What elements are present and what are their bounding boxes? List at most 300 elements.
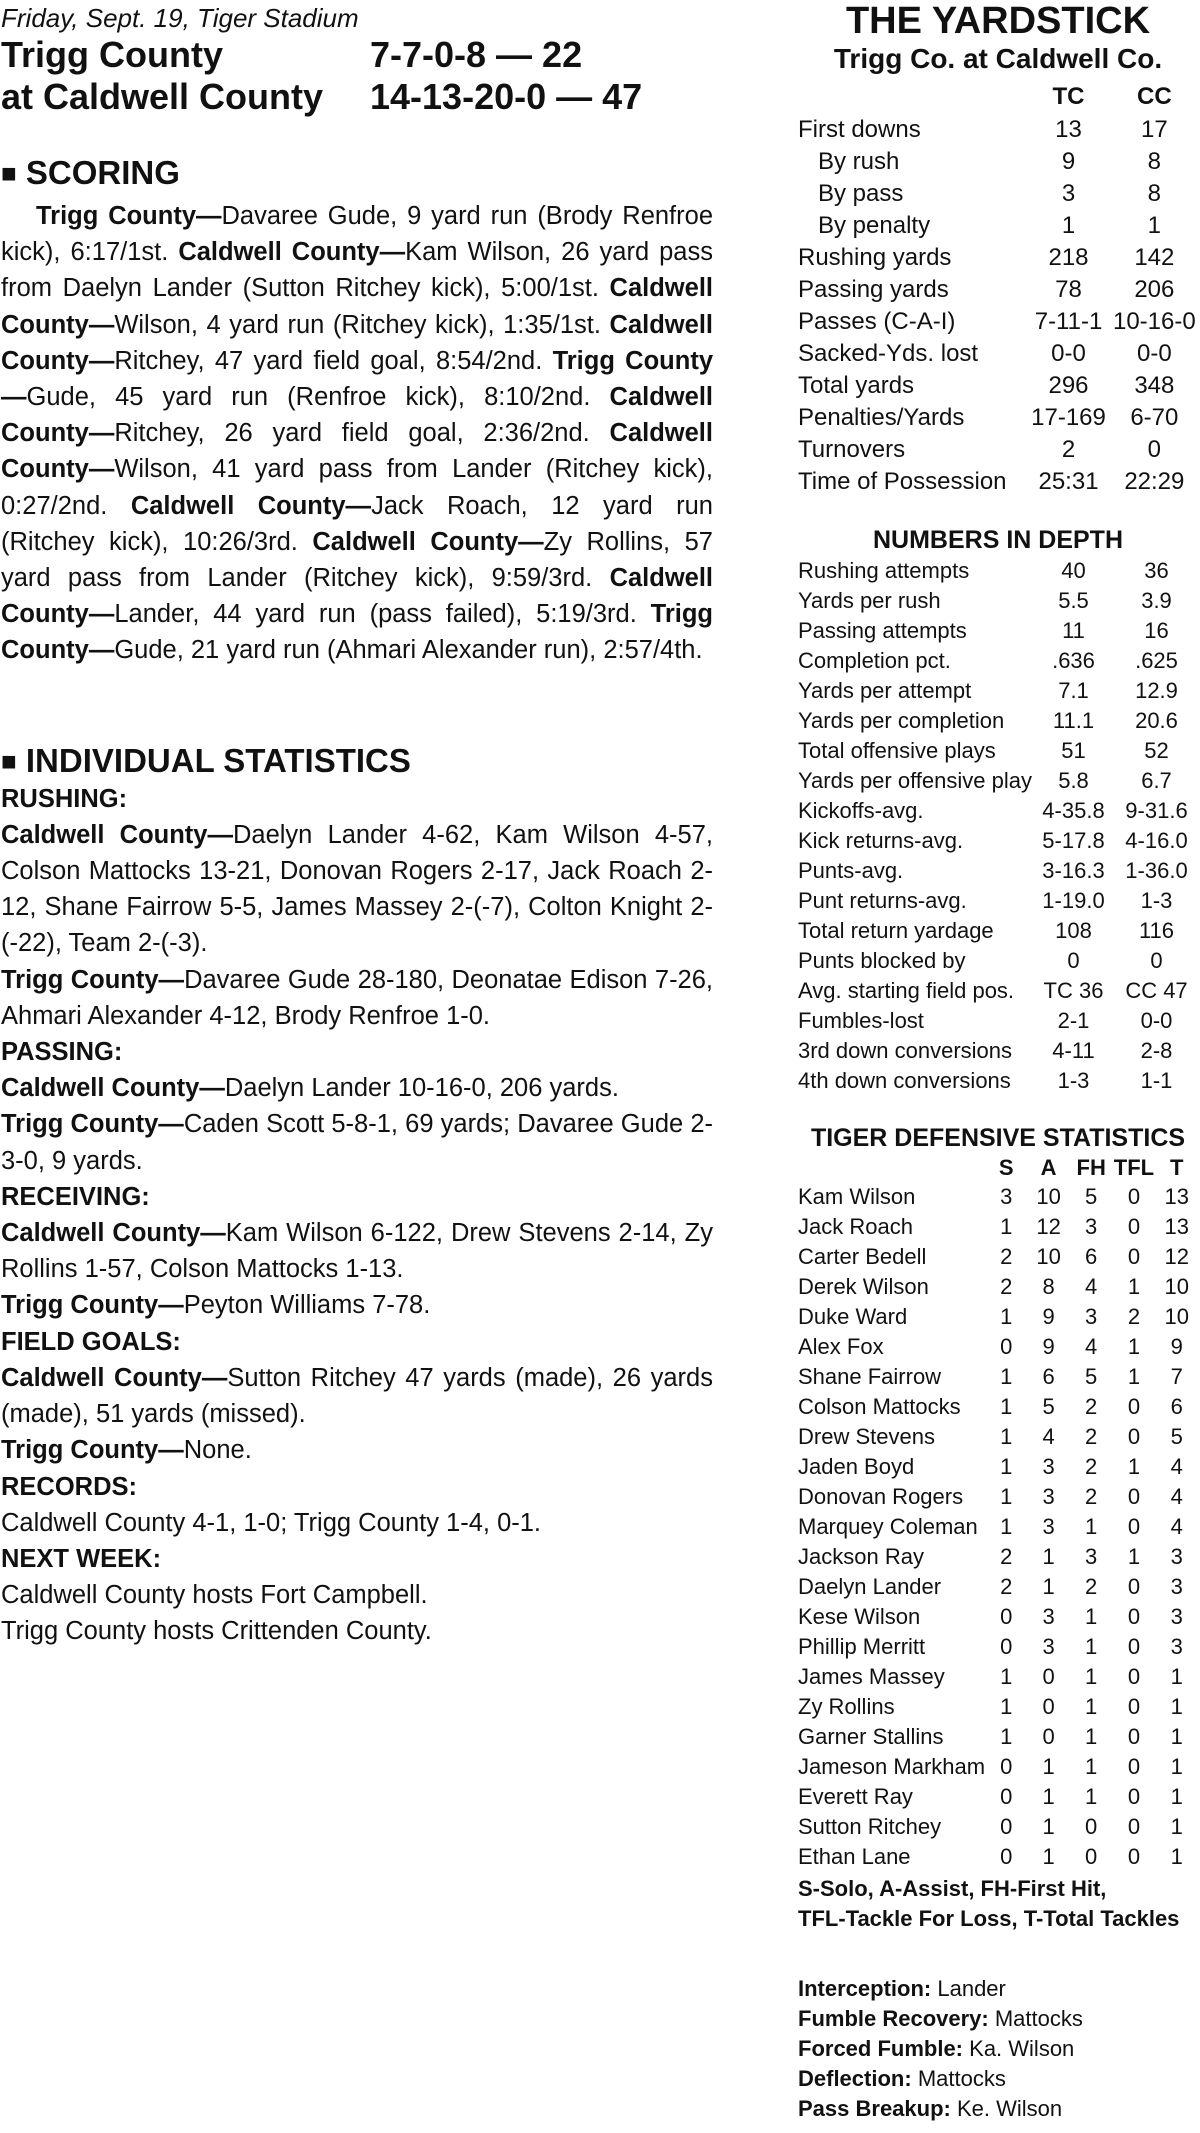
scoring-play-text: Jack Roach, 12 yard run (Ritchey kick), 10:26/3rd. xyxy=(1,491,713,556)
tc-value: 2 xyxy=(1061,436,1076,463)
stat-label: First downs xyxy=(798,116,921,143)
stat-label: By pass xyxy=(818,180,904,207)
stat-a: 1 xyxy=(1042,1814,1055,1839)
stat-label: Total yards xyxy=(798,372,915,399)
stat-t: 1 xyxy=(1170,1844,1183,1869)
stat-label: Rushing attempts xyxy=(798,558,970,583)
stat-label: Rushing yards xyxy=(798,244,952,271)
defense-player-row xyxy=(798,1602,1198,1632)
header-tc: TC xyxy=(1052,83,1085,110)
defense-note xyxy=(798,1974,1198,2004)
stat-fh: 1 xyxy=(1085,1634,1098,1659)
stat-t: 6 xyxy=(1170,1394,1183,1419)
stat-s: 0 xyxy=(1000,1784,1013,1809)
player-name: Zy Rollins xyxy=(798,1694,895,1719)
tc-value: 3-16.3 xyxy=(1042,858,1105,883)
stat-s: 2 xyxy=(1000,1274,1013,1299)
scoring-play-text: Ritchey, 26 yard field goal, 2:36/2nd. xyxy=(114,419,590,448)
cc-value: 36 xyxy=(1144,558,1169,583)
tc-value: 0-0 xyxy=(1051,340,1086,367)
individual-stats-heading: ■ INDIVIDUAL STATISTICS xyxy=(1,741,411,779)
player-name: James Massey xyxy=(798,1664,945,1689)
note-value: Mattocks xyxy=(917,2066,1006,2091)
scoring-team: Caldwell County— xyxy=(1,419,713,484)
stat-a: 1 xyxy=(1042,1754,1055,1779)
yardstick-row xyxy=(798,306,1198,338)
stat-fh: 3 xyxy=(1085,1214,1098,1239)
defense-player-row xyxy=(798,1302,1198,1332)
stat-entry: Trigg County—Peyton Williams 7-78. xyxy=(1,1291,431,1320)
tc-value: 40 xyxy=(1061,558,1086,583)
tc-value: 5.8 xyxy=(1058,768,1089,793)
cc-value: 0-0 xyxy=(1140,1008,1173,1033)
depth-row xyxy=(798,1066,1198,1096)
yardstick-row xyxy=(798,242,1198,274)
depth-row xyxy=(798,886,1198,916)
defense-player-row xyxy=(798,1272,1198,1302)
tc-value: 1 xyxy=(1061,212,1076,239)
stat-t: 12 xyxy=(1164,1244,1189,1269)
stat-label: Passes (C-A-I) xyxy=(798,308,956,335)
player-name: Daelyn Lander xyxy=(798,1574,942,1599)
tc-value: TC 36 xyxy=(1043,978,1104,1003)
stat-fh: 5 xyxy=(1085,1364,1098,1389)
stat-a: 1 xyxy=(1042,1574,1055,1599)
scoring-play-text: Wilson, 4 yard run (Ritchey kick), 1:35/1st. xyxy=(114,310,601,339)
stat-a: 3 xyxy=(1042,1634,1055,1659)
legend-line: TFL-Tackle For Loss, T-Total Tackles xyxy=(798,1906,1180,1931)
stat-fh: 2 xyxy=(1085,1424,1098,1449)
defense-player-row xyxy=(798,1842,1198,1872)
cc-value: 3.9 xyxy=(1141,588,1172,613)
stat-a: 3 xyxy=(1042,1454,1055,1479)
stat-entry: Trigg County—None. xyxy=(1,1436,252,1465)
depth-row xyxy=(798,736,1198,766)
numbers-in-depth-table xyxy=(798,556,1198,1096)
stat-a: 1 xyxy=(1042,1544,1055,1569)
stat-s: 1 xyxy=(1000,1394,1013,1419)
stat-label: Time of Possession xyxy=(798,468,1007,495)
stat-t: 9 xyxy=(1170,1334,1183,1359)
stat-a: 6 xyxy=(1042,1364,1055,1389)
individual-stats xyxy=(1,781,713,1650)
defense-player-row xyxy=(798,1662,1198,1692)
tc-value: 4-11 xyxy=(1052,1038,1095,1063)
defense-player-row xyxy=(798,1332,1198,1362)
stat-tfl: 0 xyxy=(1127,1244,1141,1269)
stat-t: 3 xyxy=(1170,1574,1183,1599)
stat-s: 2 xyxy=(1000,1244,1013,1269)
player-name: Duke Ward xyxy=(798,1304,908,1329)
player-name: Carter Bedell xyxy=(798,1244,927,1269)
defense-note xyxy=(798,2004,1198,2034)
stat-fh: 5 xyxy=(1085,1184,1098,1209)
cc-value: 8 xyxy=(1147,180,1162,207)
header-cc: CC xyxy=(1137,83,1172,110)
depth-row xyxy=(798,856,1198,886)
yardstick-column xyxy=(798,0,1198,2124)
depth-row xyxy=(798,706,1198,736)
stat-s: 1 xyxy=(1000,1694,1013,1719)
cc-value: 4-16.0 xyxy=(1125,828,1188,853)
yardstick-subtitle: Trigg Co. at Caldwell Co. xyxy=(833,43,1163,74)
stat-entry: Caldwell County—Daelyn Lander 4-62, Kam Wilson 4-57, Colson Mattocks 13-21, Donovan Rogers 2-17, Jack Roach 2-12, Shane Fairrow 5-5, James Massey 2-(-7), Colton Knight 2-(-22), Team 2-(-3). xyxy=(1,820,713,958)
stat-entry: Trigg County—Davaree Gude 28-180, Deonatae Edison 7-26, Ahmari Alexander 4-12, Brody Renfroe 1-0. xyxy=(1,965,714,1030)
header-solo: S xyxy=(998,1155,1014,1180)
records-label: RECORDS: xyxy=(1,1472,138,1501)
player-name: Garner Stallins xyxy=(798,1724,944,1749)
tc-value: 11 xyxy=(1062,618,1085,643)
stat-s: 1 xyxy=(1000,1424,1013,1449)
scoring-play-text: Davaree Gude, 9 yard run (Brody Renfroe kick), 6:17/1st. xyxy=(1,202,714,267)
stat-tfl: 1 xyxy=(1127,1364,1141,1389)
scoring-team: Trigg County— xyxy=(36,202,222,230)
yardstick-table xyxy=(798,80,1198,498)
stat-label: Punt returns-avg. xyxy=(798,888,967,913)
player-name: Alex Fox xyxy=(798,1334,884,1359)
receiving-label: RECEIVING: xyxy=(1,1182,150,1211)
stat-a: 5 xyxy=(1042,1394,1055,1419)
passing-label: PASSING: xyxy=(1,1038,123,1067)
stat-t: 1 xyxy=(1170,1724,1183,1749)
stat-s: 1 xyxy=(1000,1214,1013,1239)
scoring-play-text: Wilson, 41 yard pass from Lander (Ritchey kick), 0:27/2nd. xyxy=(1,455,713,520)
next-week-item: Trigg County hosts Crittenden County. xyxy=(1,1617,432,1646)
cc-value: 0 xyxy=(1150,948,1163,973)
player-name: Donovan Rogers xyxy=(798,1484,964,1509)
depth-row xyxy=(798,1006,1198,1036)
square-bullet-icon: ■ xyxy=(1,745,17,776)
tc-value: 1-3 xyxy=(1057,1068,1090,1093)
player-name: Jackson Ray xyxy=(798,1544,924,1569)
stat-a: 12 xyxy=(1036,1214,1061,1239)
tc-value: 51 xyxy=(1061,738,1086,763)
cc-value: 6.7 xyxy=(1141,768,1172,793)
stat-a: 8 xyxy=(1042,1274,1055,1299)
stat-s: 1 xyxy=(1000,1454,1013,1479)
note-value: Ke. Wilson xyxy=(956,2096,1063,2121)
defense-player-row xyxy=(798,1782,1198,1812)
stat-tfl: 0 xyxy=(1127,1514,1141,1539)
stat-t: 13 xyxy=(1164,1214,1189,1239)
stat-t: 3 xyxy=(1170,1604,1183,1629)
stat-fh: 1 xyxy=(1085,1724,1098,1749)
cc-value: 22:29 xyxy=(1124,468,1185,495)
depth-row xyxy=(798,556,1198,586)
cc-value: 1 xyxy=(1147,212,1162,239)
stat-label: Penalties/Yards xyxy=(798,404,965,431)
stat-fh: 1 xyxy=(1085,1664,1098,1689)
header-tfl: TFL xyxy=(1113,1155,1155,1180)
stat-s: 0 xyxy=(1000,1754,1013,1779)
defense-player-row xyxy=(798,1362,1198,1392)
note-value: Lander xyxy=(937,1976,1006,2001)
stat-t: 13 xyxy=(1164,1184,1189,1209)
square-bullet-icon: ■ xyxy=(1,158,17,188)
player-name: Sutton Ritchey xyxy=(798,1814,942,1839)
stat-s: 0 xyxy=(1000,1844,1013,1869)
stat-label: Yards per rush xyxy=(798,588,941,613)
stat-tfl: 0 xyxy=(1127,1394,1141,1419)
defense-player-row xyxy=(798,1632,1198,1662)
stat-fh: 4 xyxy=(1085,1274,1098,1299)
scoring-team: Caldwell County— xyxy=(178,238,406,267)
stat-s: 1 xyxy=(1000,1304,1013,1329)
stat-tfl: 0 xyxy=(1127,1634,1141,1659)
depth-row xyxy=(798,586,1198,616)
depth-row xyxy=(798,946,1198,976)
stat-tfl: 0 xyxy=(1127,1814,1141,1839)
scoring-play-text: Zy Rollins, 57 yard pass from Lander (Ritchey kick), 9:59/3rd. xyxy=(1,527,713,593)
tc-value: 7-11-1 xyxy=(1034,308,1103,335)
yardstick-row xyxy=(798,466,1198,498)
stat-t: 1 xyxy=(1170,1694,1183,1719)
stat-s: 0 xyxy=(1000,1814,1013,1839)
player-name: Ethan Lane xyxy=(798,1844,911,1869)
scoring-team: Trigg County— xyxy=(1,346,713,412)
dateline: Friday, Sept. 19, Tiger Stadium xyxy=(1,3,359,33)
scoring-team: Caldwell County— xyxy=(1,310,713,375)
yardstick-row xyxy=(798,402,1198,434)
stat-entry: Caldwell County—Kam Wilson 6-122, Drew Stevens 2-14, Zy Rollins 1-57, Colson Mattocks 1-13. xyxy=(1,1219,713,1284)
cc-value: 0-0 xyxy=(1137,340,1172,367)
stat-fh: 3 xyxy=(1085,1544,1098,1569)
stat-t: 4 xyxy=(1170,1454,1183,1479)
stat-fh: 6 xyxy=(1085,1244,1098,1269)
stat-a: 0 xyxy=(1042,1664,1055,1689)
stat-fh: 1 xyxy=(1085,1514,1098,1539)
stat-fh: 3 xyxy=(1085,1304,1098,1329)
stat-a: 0 xyxy=(1042,1694,1055,1719)
player-name: Jameson Markham xyxy=(798,1754,986,1779)
linescore-visitor xyxy=(1,34,713,76)
stat-s: 0 xyxy=(1000,1604,1013,1629)
tc-value: 108 xyxy=(1055,918,1092,943)
scoring-play-text: Gude, 21 yard run (Ahmari Alexander run), 2:57/4th. xyxy=(114,636,703,665)
stat-a: 9 xyxy=(1042,1334,1055,1359)
tc-value: 7.1 xyxy=(1058,678,1089,703)
stat-label: Yards per attempt xyxy=(798,678,972,703)
cc-value: 116 xyxy=(1138,918,1175,943)
tc-value: .636 xyxy=(1052,648,1095,673)
stat-entry: Caldwell County—Daelyn Lander 10-16-0, 206 yards. xyxy=(1,1074,619,1103)
defense-player-row xyxy=(798,1212,1198,1242)
cc-value: 10-16-0 xyxy=(1112,308,1196,335)
cc-value: 20.6 xyxy=(1135,708,1178,733)
yardstick-row xyxy=(798,178,1198,210)
defensive-stats-table xyxy=(798,1154,1198,1872)
defense-player-row xyxy=(798,1242,1198,1272)
stat-s: 1 xyxy=(1000,1364,1013,1389)
defense-player-row xyxy=(798,1722,1198,1752)
note-label: Fumble Recovery: xyxy=(798,2006,989,2031)
tc-value: 296 xyxy=(1048,372,1089,399)
stat-fh: 2 xyxy=(1085,1484,1098,1509)
stat-label: Total offensive plays xyxy=(798,738,996,763)
defense-player-row xyxy=(798,1452,1198,1482)
defense-player-row xyxy=(798,1542,1198,1572)
stat-label: Avg. starting field pos. xyxy=(798,978,1015,1003)
stat-tfl: 2 xyxy=(1127,1304,1141,1329)
depth-row xyxy=(798,796,1198,826)
stat-s: 2 xyxy=(1000,1544,1013,1569)
stat-fh: 1 xyxy=(1085,1784,1098,1809)
cc-value: 52 xyxy=(1144,738,1169,763)
stat-s: 2 xyxy=(1000,1574,1013,1599)
stat-tfl: 1 xyxy=(1127,1274,1141,1299)
stat-label: By penalty xyxy=(818,212,931,239)
yardstick-row xyxy=(798,370,1198,402)
stat-label: Total return yardage xyxy=(798,918,994,943)
cc-value: 1-3 xyxy=(1140,888,1173,913)
header-blank xyxy=(798,1154,985,1182)
yardstick-row xyxy=(798,114,1198,146)
note-label: Interception: xyxy=(798,1976,932,2001)
stat-label: 4th down conversions xyxy=(798,1068,1011,1093)
stat-label: Yards per offensive play xyxy=(798,768,1032,793)
player-name: Colson Mattocks xyxy=(798,1394,961,1419)
stat-tfl: 0 xyxy=(1127,1664,1141,1689)
stat-tfl: 0 xyxy=(1127,1784,1141,1809)
stat-t: 7 xyxy=(1170,1364,1183,1389)
tc-value: 218 xyxy=(1048,244,1089,271)
player-name: Jack Roach xyxy=(798,1214,913,1239)
stat-tfl: 0 xyxy=(1127,1604,1141,1629)
stat-fh: 4 xyxy=(1085,1334,1098,1359)
player-name: Kam Wilson xyxy=(798,1184,916,1209)
tc-value: 0 xyxy=(1067,948,1080,973)
defensive-stats-title: TIGER DEFENSIVE STATISTICS xyxy=(810,1124,1186,1152)
stat-label: Punts-avg. xyxy=(798,858,904,883)
cc-value: 9-31.6 xyxy=(1125,798,1188,823)
cc-value: 348 xyxy=(1134,372,1175,399)
player-name: Phillip Merritt xyxy=(798,1634,926,1659)
scoring-team: Caldwell County— xyxy=(1,564,714,629)
tc-value: 9 xyxy=(1061,148,1076,175)
home-quarter-scores: 14-13-20-0 — 47 xyxy=(370,76,643,117)
tc-value: 5.5 xyxy=(1058,588,1089,613)
stat-a: 0 xyxy=(1042,1724,1055,1749)
note-label: Forced Fumble: xyxy=(798,2036,964,2061)
stat-s: 1 xyxy=(1000,1664,1013,1689)
stat-t: 10 xyxy=(1164,1274,1189,1299)
stat-label: 3rd down conversions xyxy=(798,1038,1013,1063)
yardstick-row xyxy=(798,146,1198,178)
stat-label: By rush xyxy=(818,148,900,175)
stat-s: 1 xyxy=(1000,1484,1013,1509)
yardstick-row xyxy=(798,434,1198,466)
scoring-play-text: Ritchey, 47 yard field goal, 8:54/2nd. xyxy=(114,346,543,375)
cc-value: 2-8 xyxy=(1140,1038,1173,1063)
note-label: Pass Breakup: xyxy=(798,2096,951,2121)
defense-note xyxy=(798,2094,1198,2124)
depth-row xyxy=(798,676,1198,706)
cc-value: CC 47 xyxy=(1125,978,1188,1003)
stat-tfl: 0 xyxy=(1127,1754,1141,1779)
stat-t: 3 xyxy=(1170,1634,1183,1659)
depth-row xyxy=(798,916,1198,946)
home-team: at Caldwell County xyxy=(1,76,324,117)
stat-label: Punts blocked by xyxy=(798,948,966,973)
stat-t: 10 xyxy=(1164,1304,1189,1329)
stat-s: 3 xyxy=(1000,1184,1013,1209)
game-story-column xyxy=(1,0,713,1650)
depth-row xyxy=(798,826,1198,856)
stat-tfl: 1 xyxy=(1127,1334,1141,1359)
stat-s: 1 xyxy=(1000,1514,1013,1539)
tc-value: 17-169 xyxy=(1031,404,1106,431)
depth-row xyxy=(798,616,1198,646)
field-goals-label: FIELD GOALS: xyxy=(1,1327,181,1356)
depth-row xyxy=(798,646,1198,676)
cc-value: 16 xyxy=(1144,618,1169,643)
stat-s: 0 xyxy=(1000,1334,1013,1359)
stat-entry: Caldwell County—Sutton Ritchey 47 yards (made), 26 yards (made), 51 yards (missed). xyxy=(1,1363,713,1429)
visitor-team: Trigg County xyxy=(1,34,223,75)
scoring-play-text: Kam Wilson, 26 yard pass from Daelyn Lander (Sutton Ritchey kick), 5:00/1st. xyxy=(1,238,713,303)
next-week-item: Caldwell County hosts Fort Campbell. xyxy=(1,1581,428,1610)
cc-value: 1-36.0 xyxy=(1125,858,1188,883)
stat-tfl: 0 xyxy=(1127,1694,1141,1719)
stat-tfl: 0 xyxy=(1127,1214,1141,1239)
note-value: Mattocks xyxy=(994,2006,1083,2031)
stat-tfl: 1 xyxy=(1127,1454,1141,1479)
stat-fh: 1 xyxy=(1085,1694,1098,1719)
stat-label: Yards per completion xyxy=(798,708,1005,733)
stat-tfl: 0 xyxy=(1127,1184,1141,1209)
visitor-quarter-scores: 7-7-0-8 — 22 xyxy=(370,34,583,75)
player-name: Drew Stevens xyxy=(798,1424,935,1449)
cc-value: 17 xyxy=(1140,116,1168,143)
cc-value: .625 xyxy=(1135,648,1178,673)
tc-value: 11.1 xyxy=(1052,708,1095,733)
stat-a: 3 xyxy=(1042,1514,1055,1539)
stat-a: 1 xyxy=(1042,1844,1055,1869)
stat-t: 3 xyxy=(1170,1544,1183,1569)
stat-label: Kickoffs-avg. xyxy=(798,798,924,823)
cc-value: 206 xyxy=(1134,276,1175,303)
scoring-team: Caldwell County— xyxy=(1,274,713,339)
tc-value: 4-35.8 xyxy=(1042,798,1105,823)
scoring-team: Trigg County— xyxy=(1,600,713,665)
tc-value: 1-19.0 xyxy=(1042,888,1105,913)
defense-player-row xyxy=(798,1512,1198,1542)
stat-fh: 1 xyxy=(1085,1604,1098,1629)
stat-fh: 2 xyxy=(1085,1394,1098,1419)
header-blank xyxy=(798,80,1026,114)
tc-value: 5-17.8 xyxy=(1042,828,1105,853)
stat-t: 1 xyxy=(1170,1754,1183,1779)
header-assist: A xyxy=(1040,1155,1057,1180)
yardstick-title: THE YARDSTICK xyxy=(845,0,1151,42)
stat-s: 0 xyxy=(1000,1634,1013,1659)
defense-player-row xyxy=(798,1572,1198,1602)
player-name: Everett Ray xyxy=(798,1784,913,1809)
defense-note xyxy=(798,2034,1198,2064)
stat-a: 10 xyxy=(1036,1184,1061,1209)
stat-t: 5 xyxy=(1170,1424,1183,1449)
scoring-play-text: Lander, 44 yard run (pass failed), 5:19/3rd. xyxy=(114,600,637,629)
defense-notes xyxy=(798,1974,1198,2124)
defense-header-row xyxy=(798,1154,1198,1182)
cc-value: 12.9 xyxy=(1135,678,1178,703)
stat-tfl: 0 xyxy=(1127,1724,1141,1749)
player-name: Shane Fairrow xyxy=(798,1364,942,1389)
player-name: Jaden Boyd xyxy=(798,1454,915,1479)
stat-label: Turnovers xyxy=(798,436,906,463)
stat-tfl: 0 xyxy=(1127,1484,1141,1509)
linescore-home xyxy=(1,76,713,118)
